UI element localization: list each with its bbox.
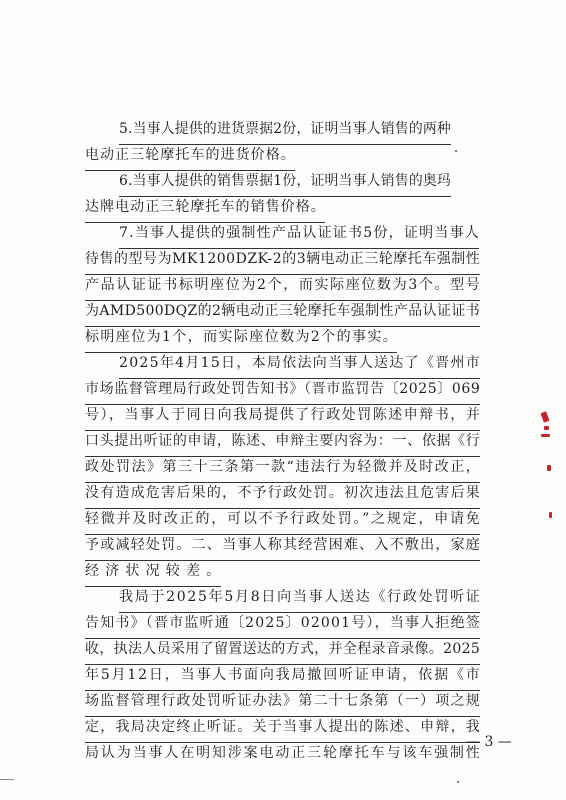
text-line: 达牌电动正三轮摩托车的销售价格。 xyxy=(85,196,325,223)
text-line: 为AMD500DQZ的2辆电动正三轮摩托车强制性产品认证证书 xyxy=(85,300,480,327)
seal-fragment-mark xyxy=(540,411,549,422)
text-line: 局认为当事人在明知涉案电动正三轮摩托车与该车强制性 xyxy=(85,745,482,761)
text-line: 电动正三轮摩托车的进货价格。 xyxy=(85,144,295,171)
text-line: 7.当事人提供的强制性产品认证证书5份，证明当事人 xyxy=(119,222,479,249)
scan-speck xyxy=(455,150,457,152)
text-line: 产品认证证书标明座位为2个，而实际座位数为3个。型号 xyxy=(85,274,480,301)
text-line: 标明座位为1个，而实际座位数为2个的事实。 xyxy=(85,326,397,353)
text-line: 市场监督管理局行政处罚告知书》（晋市监罚告〔2025〕069 xyxy=(85,378,480,405)
text-line: 号），当事人于同日向我局提供了行政处罚陈述申辩书，并 xyxy=(85,404,480,431)
text-line: 定，我局决定终止听证。关于当事人提出的陈述、申辩，我 xyxy=(85,716,480,743)
text-line: 6.当事人提供的销售票据1份，证明当事人销售的奥玛 xyxy=(119,170,451,197)
text-line: 告知书》（晋市监听通〔2025〕02001号），当事人拒绝签 xyxy=(85,612,480,639)
text-line: 轻微并及时改正的，可以不予行政处罚。”之规定，申请免 xyxy=(85,508,480,535)
text-line: 没有造成危害后果的，不予行政处罚。初次违法且危害后果 xyxy=(85,482,480,509)
text-line: 口头提出听证的申请，陈述、申辩主要内容为：一、依据《行 xyxy=(85,430,480,457)
text-line: 收，执法人员采用了留置送达的方式，并全程录音录像。2025 xyxy=(85,638,480,665)
text-line: 2025年4月15日，本局依法向当事人送达了《晋州市 xyxy=(119,352,480,379)
margin-mark xyxy=(0,779,14,780)
seal-fragment-mark xyxy=(549,512,552,518)
seal-fragment-mark xyxy=(544,426,549,430)
text-line: 场监督管理行政处罚听证办法》第二十七条第（一）项之规 xyxy=(85,690,480,717)
text-line: 经济状况较差。 xyxy=(85,560,221,587)
seal-fragment-mark xyxy=(541,434,550,437)
seal-fragment-mark xyxy=(547,465,551,471)
text-line: 我局于2025年5月8日向当事人送达《行政处罚听证 xyxy=(119,586,480,613)
scan-speck xyxy=(457,781,459,783)
page-number: — 3 — xyxy=(466,734,512,750)
text-line: 5.当事人提供的进货票据2份，证明当事人销售的两种 xyxy=(119,118,451,145)
text-line: 予或减轻处罚。二、当事人称其经营困难、入不敷出，家庭 xyxy=(85,534,480,561)
text-line: 年5月12日，当事人书面向我局撤回听证申请，依据《市 xyxy=(85,664,480,691)
text-line: 待售的型号为MK1200DZK-2的3辆电动正三轮摩托车强制性 xyxy=(85,248,480,275)
text-line: 政处罚法》第三十三条第一款“违法行为轻微并及时改正， xyxy=(85,456,480,483)
